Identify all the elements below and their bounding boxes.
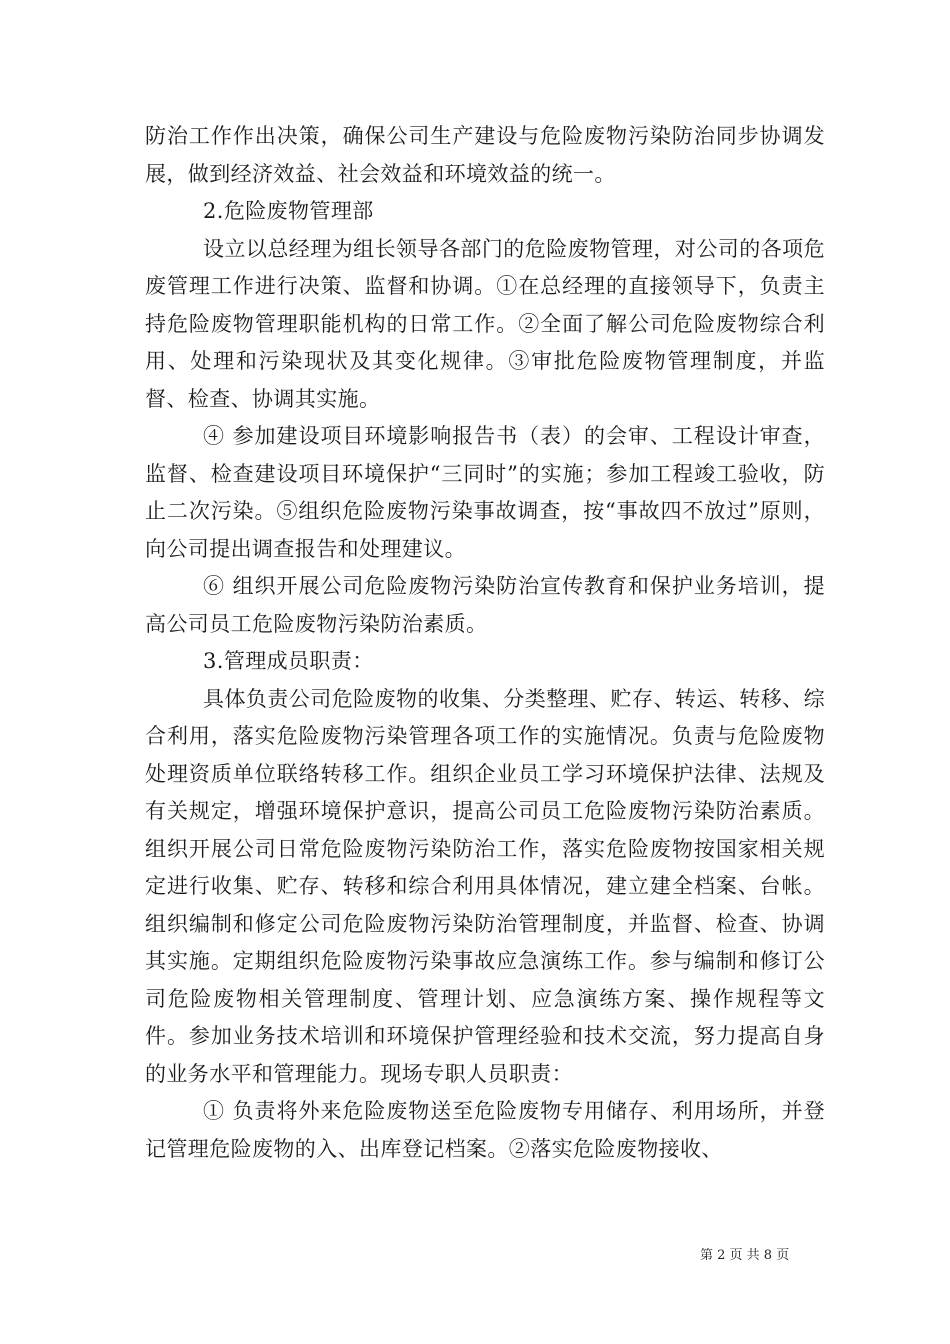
page-number-footer: 第 2 页 共 8 页 — [700, 1248, 790, 1263]
paragraph-management-dept: 设立以总经理为组长领导各部门的危险废物管理，对公司的各项危废管理工作进行决策、监督和协调。①在总经理的直接领导下，负责主持危险废物管理职能机构的日常工作。②全面了解公司危险废物综合利用、处理和污染现状及其变化规律。③审批危险废物管理制度，并监督、检查、协调其实施。 — [145, 236, 825, 411]
document-body — [145, 118, 825, 1168]
paragraph-item-4-5: ④ 参加建设项目环境影响报告书（表）的会审、工程设计审查，监督、检查建设项目环境保护“三同时”的实施；参加工程竣工验收，防止二次污染。⑤组织危险废物污染事故调查，按“事故四不放过”原则，向公司提出调查报告和处理建议。 — [145, 424, 825, 561]
section-heading-2: 2.危险废物管理部 — [203, 199, 374, 223]
section-heading-3: 3.管理成员职责： — [203, 649, 374, 673]
paragraph-member-duties: 具体负责公司危险废物的收集、分类整理、贮存、转运、转移、综合利用，落实危险废物污染管理各项工作的实施情况。负责与危险废物处理资质单位联络转移工作。组织企业员工学习环境保护法律、法规及有关规定，增强环境保护意识，提高公司员工危险废物污染防治素质。组织开展公司日常危险废物污染防治工作，落实危险废物按国家相关规定进行收集、贮存、转移和综合利用具体情况，建立建全档案、台帐。组织编制和修定公司危险废物污染防治管理制度，并监督、检查、协调其实施。定期组织危险废物污染事故应急演练工作。参与编制和修订公司危险废物相关管理制度、管理计划、应急演练方案、操作规程等文件。参加业务技术培训和环境保护管理经验和技术交流，努力提高自身的业务水平和管理能力。现场专职人员职责： — [145, 686, 825, 1086]
paragraph-continuation: 防治工作作出决策，确保公司生产建设与危险废物污染防治同步协调发展，做到经济效益、社会效益和环境效益的统一。 — [145, 124, 825, 186]
paragraph-item-6: ⑥ 组织开展公司危险废物污染防治宣传教育和保护业务培训，提高公司员工危险废物污染防治素质。 — [145, 574, 825, 636]
paragraph-onsite-duties: ① 负责将外来危险废物送至危险废物专用储存、利用场所，并登记管理危险废物的入、出库登记档案。②落实危险废物接收、 — [145, 1099, 825, 1161]
